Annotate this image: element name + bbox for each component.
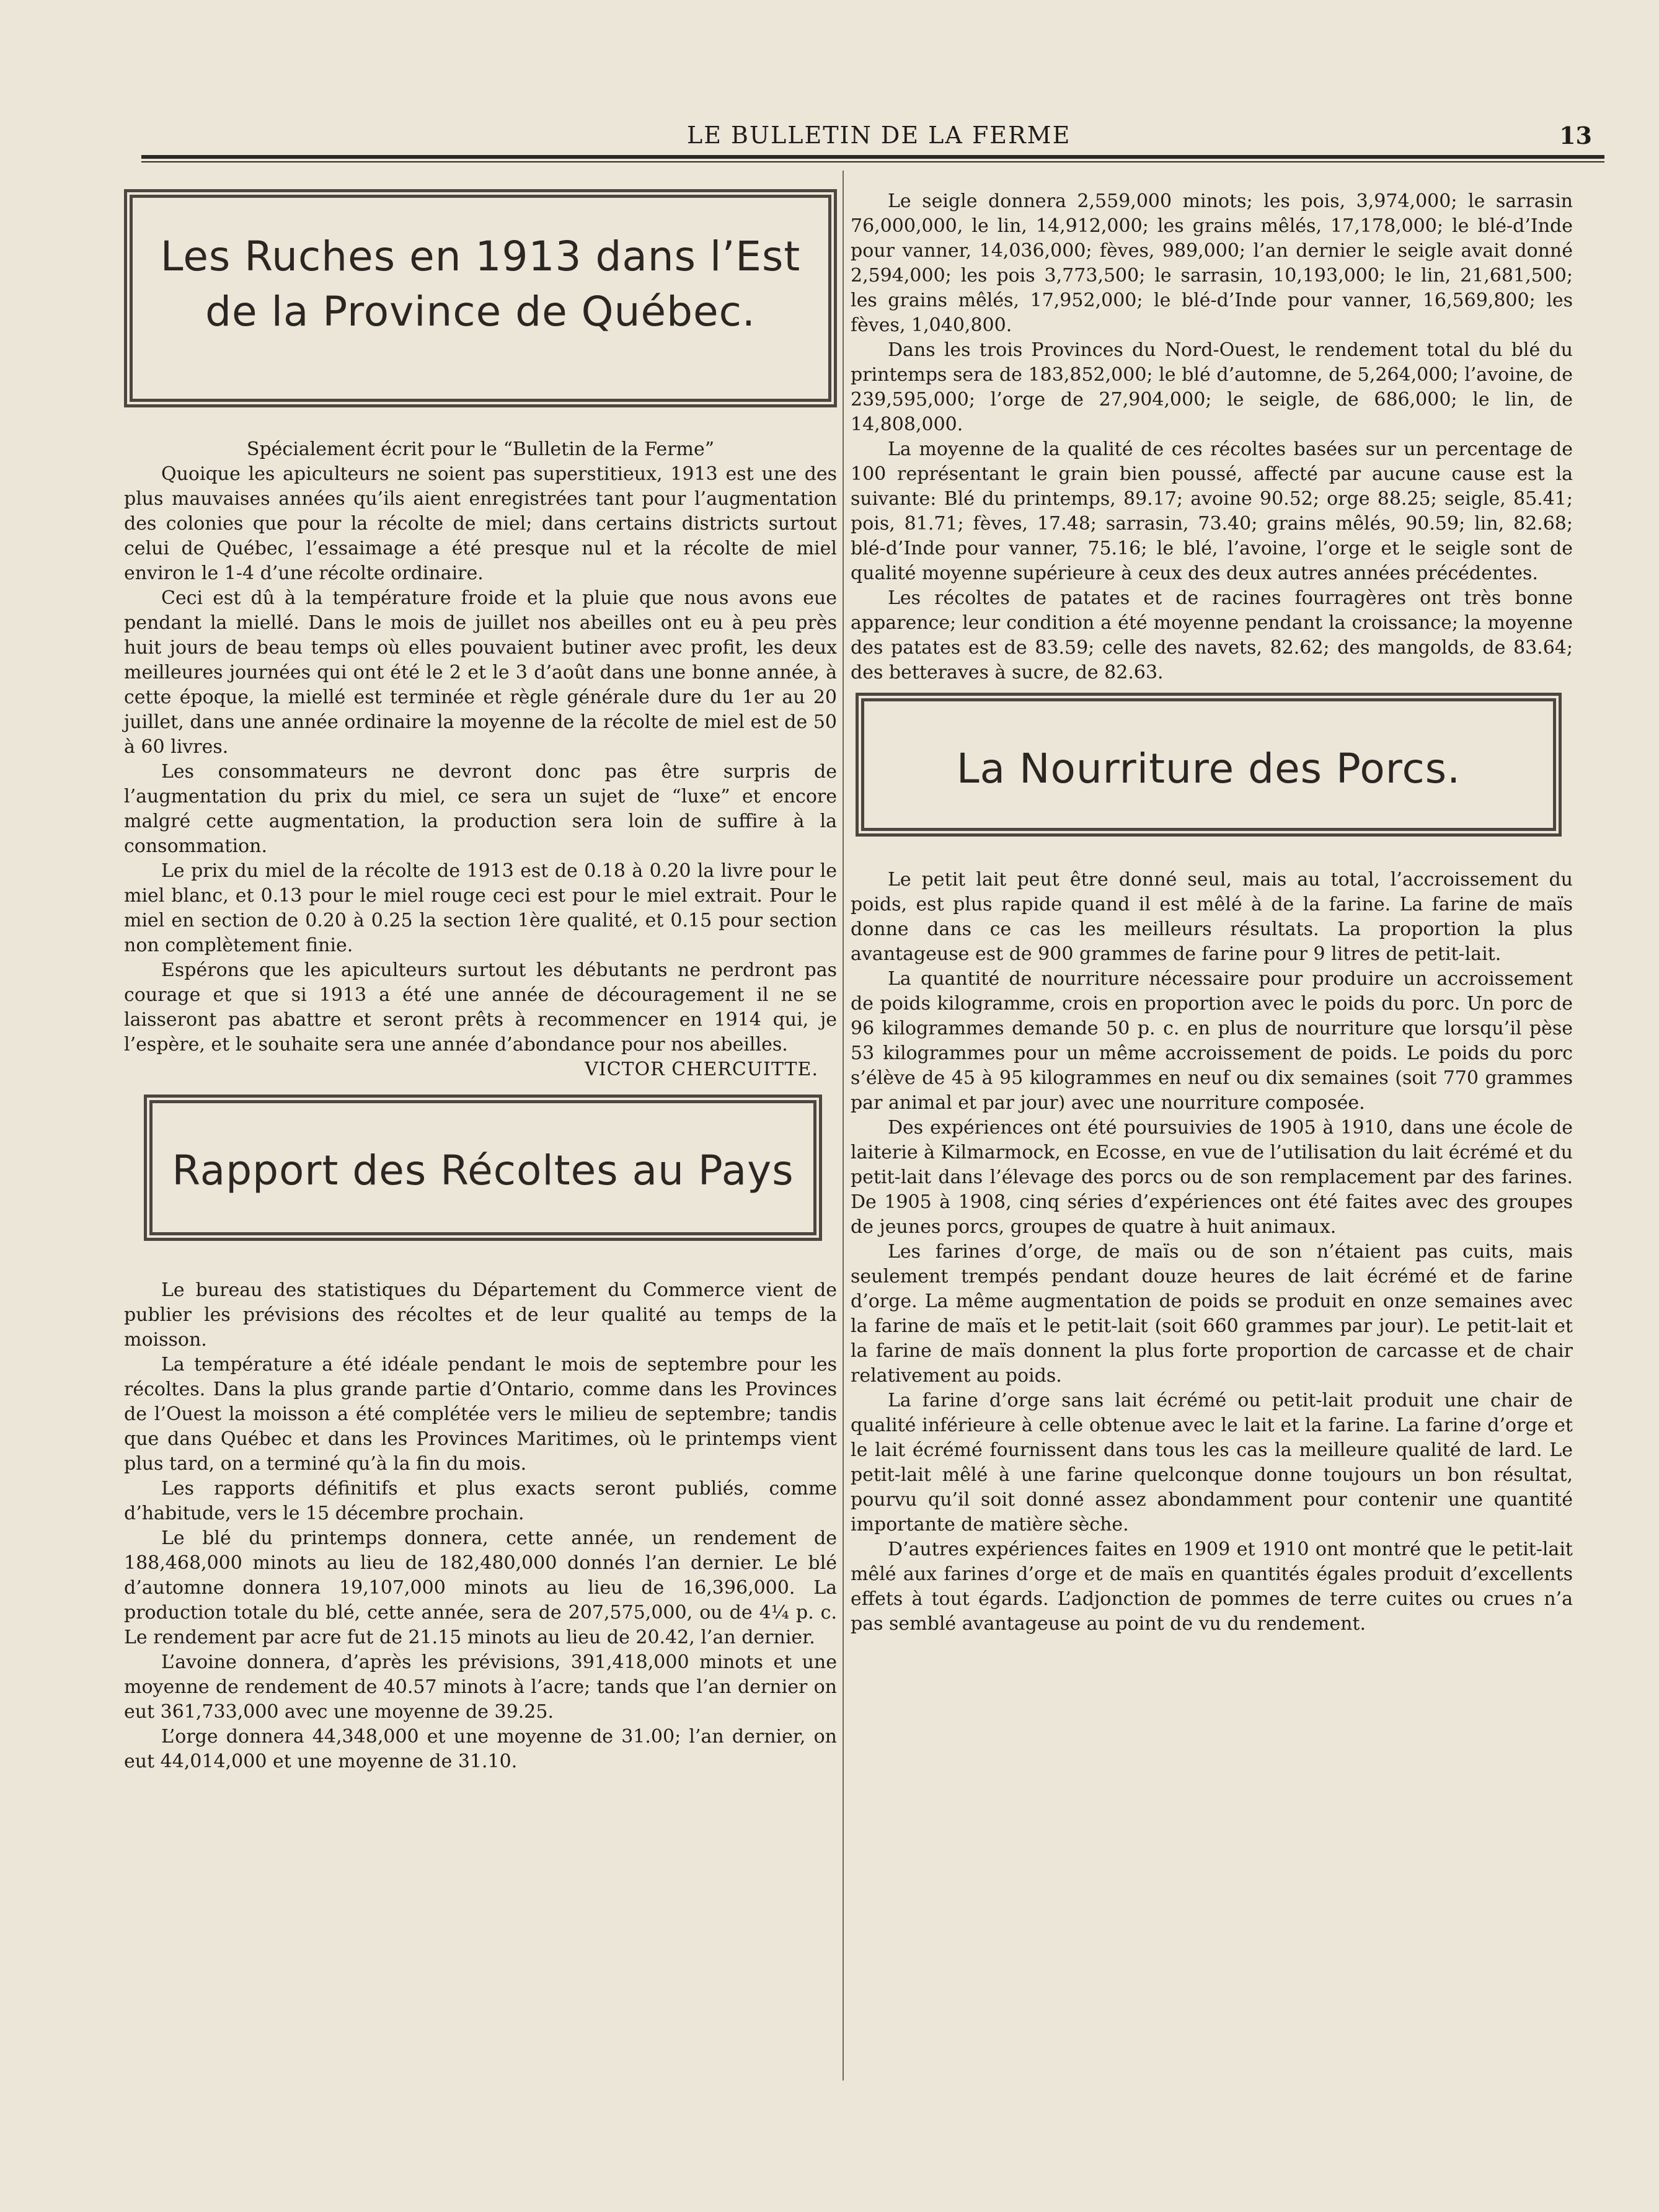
article1-paragraph: Le prix du miel de la récolte de 1913 est de 0.18 à 0.20 la livre pour le miel blanc, et 0.13 pour le miel rouge ceci est pour le miel extrait. Pour le miel en section de 0.20 à 0.25 la section 1ère qualité, et 0.15 pour section non complètement finie. — [124, 860, 837, 956]
article1-title-box — [124, 189, 837, 407]
article2-title-box — [144, 1095, 822, 1241]
article3-title-box — [856, 693, 1562, 837]
article1-paragraph: Les consommateurs ne devront donc pas être surpris de l’augmentation du prix du miel, ce sera un sujet de “luxe” et encore malgré cette augmentation, la production sera loin de suffire à la consommation. — [124, 761, 837, 857]
article2-title: Rapport des Récoltes au Pays — [172, 1147, 794, 1194]
continued-paragraph: Dans les trois Provinces du Nord-Ouest, le rendement total du blé du printemps sera de 183,852,000; le blé d’automne, de 5,264,000; l’avoine, de 239,595,000; l’orge de 27,904,000; le seigle, de 686,000; le lin, de 14,808,000. — [851, 339, 1573, 435]
header-rule — [141, 155, 1604, 159]
header-rule-thin — [141, 161, 1604, 162]
article3-paragraph: D’autres expériences faites en 1909 et 1910 ont montré que le petit-lait mêlé aux farines d’orge et de maïs en quantités égales produit d’excellents effets à tout égards. L’adjonction de pommes de terre cuites ou crues n’a pas semblé avantageuse au point de vu du rendement. — [851, 1539, 1573, 1635]
article2-paragraph: La température a été idéale pendant le mois de septembre pour les récoltes. Dans la plus grande partie d’Ontario, comme dans les Provinces de l’Ouest la moisson a été complétée vers le milieu de septembre; tandis que dans Québec et dans les Provinces Maritimes, où le printemps vient plus tard, on a terminé qu’à la fin du mois. — [124, 1354, 837, 1475]
article1-title-line1: Les Ruches en 1913 dans l’Est — [160, 233, 801, 280]
column-divider — [843, 171, 844, 2081]
article3-paragraph: Le petit lait peut être donné seul, mais au total, l’accroissement du poids, est plus rapide quand il est mêlé à de la farine. La farine de maïs donne dans ce cas les meilleurs résultats. La proportion la plus avantageuse est de 900 grammes de farine pour 9 litres de petit-lait. — [851, 869, 1573, 965]
page-number: 13 — [1559, 122, 1592, 149]
left-column — [124, 189, 837, 2212]
article2-paragraph: L’orge donnera 44,348,000 et une moyenne de 31.00; l’an dernier, on eut 44,014,000 et une moyenne de 31.10. — [124, 1726, 837, 1772]
article2-paragraph: Les rapports définitifs et plus exacts seront publiés, comme d’habitude, vers le 15 décembre prochain. — [124, 1478, 837, 1524]
article1-byline: Spécialement écrit pour le “Bulletin de la Ferme” — [246, 438, 715, 460]
article1-paragraph: Ceci est dû à la température froide et la pluie que nous avons eue pendant la miellé. Dans le mois de juillet nos abeilles ont eu à peu près huit jours de beau temps où elles pouvaient butiner avec profit, les deux meilleures journées qui ont été le 2 et le 3 d’août dans une bonne année, à cette époque, la miellé est terminée et règle générale dure du 1er au 20 juillet, dans une année ordinaire la moyenne de la récolte de miel est de 50 à 60 livres. — [124, 587, 837, 758]
article2-paragraph: Le bureau des statistiques du Département du Commerce vient de publier les prévisions des récoltes et de leur qualité au temps de la moisson. — [124, 1279, 837, 1351]
header-title: LE BULLETIN DE LA FERME — [687, 122, 1071, 149]
article1-title-line2: de la Province de Québec. — [205, 288, 756, 336]
continued-paragraph: Les récoltes de patates et de racines fourragères ont très bonne apparence; leur condition a été moyenne pendant la croissance; la moyenne des patates est de 83.59; celle des navets, 82.62; des mangolds, de 83.64; des betteraves à sucre, de 82.63. — [851, 587, 1573, 683]
article2-paragraph: L’avoine donnera, d’après les prévisions, 391,418,000 minots et une moyenne de rendement de 40.57 minots à l’acre; tands que l’an dernier on eut 361,733,000 avec une moyenne de 39.25. — [124, 1651, 837, 1723]
article1-paragraph: Espérons que les apiculteurs surtout les débutants ne perdront pas courage et que si 1913 a été une année de découragement il ne se laisseront pas abattre et seront prêts à recommencer en 1914 qui, je l’espère, et le souhaite sera une année d’abondance pour nos abeilles. — [124, 959, 837, 1055]
article3-paragraph: La farine d’orge sans lait écrémé ou petit-lait produit une chair de qualité inférieure à celle obtenue avec le lait et la farine. La farine d’orge et le lait écrémé fournissent dans tous les cas la meilleure qualité de lard. Le petit-lait mêlé à une farine quelconque donne toujours un bon résultat, pourvu qu’il soit donné assez abondamment pour contenir une quantité importante de matière sèche. — [851, 1390, 1573, 1535]
article3-paragraph: Des expériences ont été poursuivies de 1905 à 1910, dans une école de laiterie à Kilmarmock, en Ecosse, en vue de l’utilisation du lait écrémé et du petit-lait dans l’élevage des porcs ou de son remplacement par des farines. De 1905 à 1908, cinq séries d’expériences ont été faites avec des groupes de jeunes porcs, groupes de quatre à huit animaux. — [851, 1117, 1573, 1238]
right-column — [851, 189, 1573, 2212]
article3-title: La Nourriture des Porcs. — [956, 745, 1461, 793]
continued-paragraph: Le seigle donnera 2,559,000 minots; les pois, 3,974,000; le sarrasin 76,000,000, le lin, 14,912,000; les grains mêlés, 17,178,000; le blé-d’Inde pour vanner, 14,036,000; fèves, 989,000; l’an dernier le seigle avait donné 2,594,000; les pois 3,773,500; le sarrasin, 10,193,000; le lin, 21,681,500; les grains mêlés, 17,952,000; le blé-d’Inde pour vanner, 16,569,800; les fèves, 1,040,800. — [851, 190, 1573, 336]
continued-paragraph: La moyenne de la qualité de ces récoltes basées sur un percentage de 100 représentant le grain bien poussé, affecté par aucune cause est la suivante: Blé du printemps, 89.17; avoine 90.52; orge 88.25; seigle, 85.41; pois, 81.71; fèves, 17.48; sarrasin, 73.40; grains mêlés, 90.59; lin, 82.68; blé-d’Inde pour vanner, 75.16; le blé, l’avoine, l’orge et le seigle sont de qualité moyenne supérieure à ceux des deux autres années précédentes. — [851, 438, 1573, 584]
article1-paragraph: Quoique les apiculteurs ne soient pas superstitieux, 1913 est une des plus mauvaises années qu’ils aient enregistrées tant pour l’augmentation des colonies que pour la récolte de miel; dans certains districts surtout celui de Québec, l’essaimage a été presque nul et la récolte de miel environ le 1-4 d’une récolte ordinaire. — [124, 463, 837, 584]
page-header — [141, 118, 1604, 167]
article3-paragraph: La quantité de nourriture nécessaire pour produire un accroissement de poids kilogramme, crois en proportion avec le poids du porc. Un porc de 96 kilogrammes demande 50 p. c. en plus de nourriture que lorsqu’il pèse 53 kilogrammes pour un même accroissement de poids. Le poids du porc s’élève de 45 à 95 kilogrammes en neuf ou dix semaines (soit 770 grammes par animal et par jour) avec une nourriture composée. — [851, 968, 1573, 1114]
article3-paragraph: Les farines d’orge, de maïs ou de son n’étaient pas cuits, mais seulement trempés pendant douze heures de lait écrémé et de farine d’orge. La même augmentation de poids se produit en onze semaines avec la farine de maïs et le petit-lait (soit 660 grammes par jour). Le petit-lait et la farine de maïs donnent la plus forte proportion de carcasse et de chair relativement au poids. — [851, 1241, 1573, 1387]
article1-signature: VICTOR CHERCUITTE. — [585, 1059, 818, 1080]
article2-paragraph: Le blé du printemps donnera, cette année, un rendement de 188,468,000 minots au lieu de 182,480,000 donnés l’an dernier. Le blé d’automne donnera 19,107,000 minots au lieu de 16,396,000. La production totale du blé, cette année, sera de 207,575,000, ou de 4¼ p. c. Le rendement par acre fut de 21.15 minots au lieu de 20.42, l’an dernier. — [124, 1527, 837, 1648]
